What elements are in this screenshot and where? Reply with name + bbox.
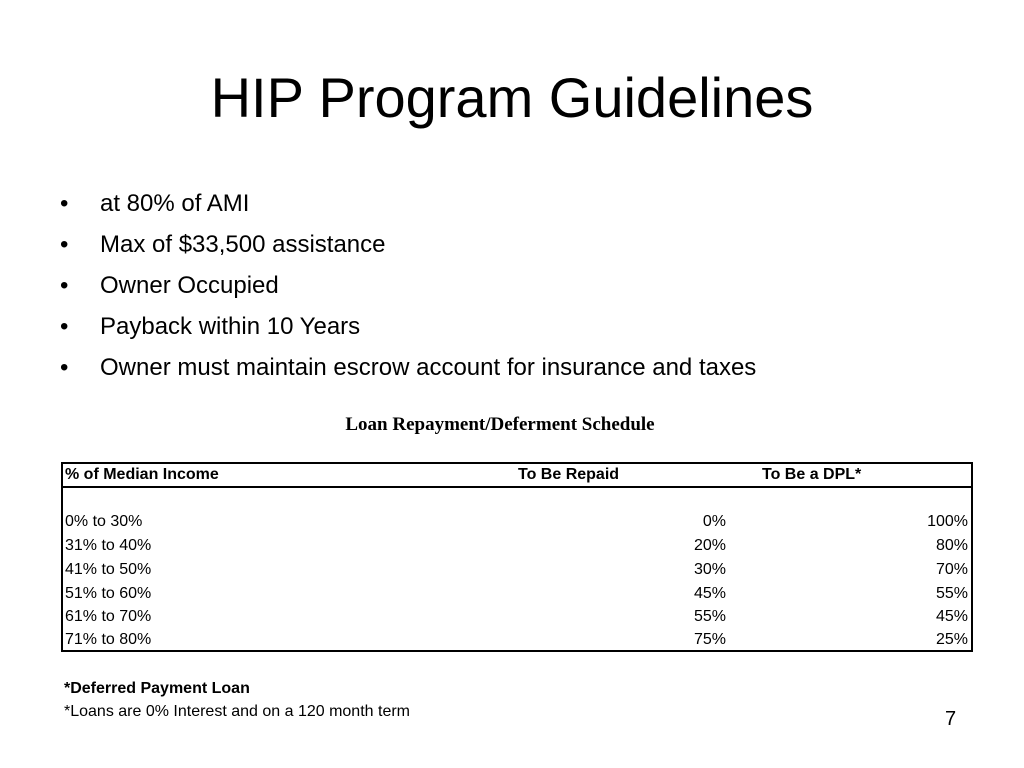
table-row xyxy=(63,629,971,653)
bullet-text: at 80% of AMI xyxy=(100,190,250,217)
bullet-item xyxy=(60,347,756,388)
bullet-glyph: • xyxy=(60,190,69,217)
cell-dpl: 100% xyxy=(927,513,968,530)
bullet-text: Payback within 10 Years xyxy=(100,313,361,340)
cell-repaid: 75% xyxy=(693,631,726,648)
cell-income-range: 71% to 80% xyxy=(65,631,152,648)
bullet-glyph: • xyxy=(60,313,69,340)
bullet-glyph: • xyxy=(60,272,69,299)
table-row xyxy=(63,559,971,583)
bullet-glyph: • xyxy=(60,354,69,381)
slide-title: HIP Program Guidelines xyxy=(210,66,814,129)
table-row xyxy=(63,511,971,535)
cell-dpl: 25% xyxy=(935,631,968,648)
schedule-table xyxy=(61,462,973,652)
bullet-text: Owner must maintain escrow account for insurance and taxes xyxy=(100,354,757,381)
cell-repaid: 20% xyxy=(693,537,726,554)
cell-repaid: 30% xyxy=(693,561,726,578)
bullet-text: Max of $33,500 assistance xyxy=(100,231,386,258)
cell-income-range: 31% to 40% xyxy=(65,537,152,554)
table-row xyxy=(63,583,971,607)
bullet-item xyxy=(60,224,756,265)
bullet-list xyxy=(60,183,756,388)
cell-dpl: 45% xyxy=(935,608,968,625)
bullet-text: Owner Occupied xyxy=(100,272,279,299)
cell-repaid: 0% xyxy=(702,513,726,530)
header-median-income: % of Median Income xyxy=(65,466,219,483)
table-row xyxy=(63,606,971,630)
bullet-item xyxy=(60,183,756,224)
schedule-title: Loan Repayment/Deferment Schedule xyxy=(345,414,655,435)
table-row xyxy=(63,535,971,559)
table-header-row xyxy=(63,464,971,488)
header-to-be-dpl: To Be a DPL* xyxy=(762,466,862,483)
cell-dpl: 80% xyxy=(935,537,968,554)
bullet-glyph: • xyxy=(60,231,69,258)
footnote-deferred-payment-loan: *Deferred Payment Loan xyxy=(64,680,250,697)
cell-dpl: 70% xyxy=(935,561,968,578)
cell-repaid: 55% xyxy=(693,608,726,625)
cell-income-range: 0% to 30% xyxy=(65,513,143,530)
cell-income-range: 61% to 70% xyxy=(65,608,152,625)
cell-income-range: 51% to 60% xyxy=(65,585,152,602)
bullet-item xyxy=(60,306,756,347)
cell-repaid: 45% xyxy=(693,585,726,602)
cell-dpl: 55% xyxy=(935,585,968,602)
header-to-be-repaid: To Be Repaid xyxy=(518,466,620,483)
footnotes xyxy=(64,677,410,723)
bullet-item xyxy=(60,265,756,306)
cell-income-range: 41% to 50% xyxy=(65,561,152,578)
page-number: 7 xyxy=(945,708,957,730)
footnote-loan-terms: *Loans are 0% Interest and on a 120 month term xyxy=(64,703,410,720)
